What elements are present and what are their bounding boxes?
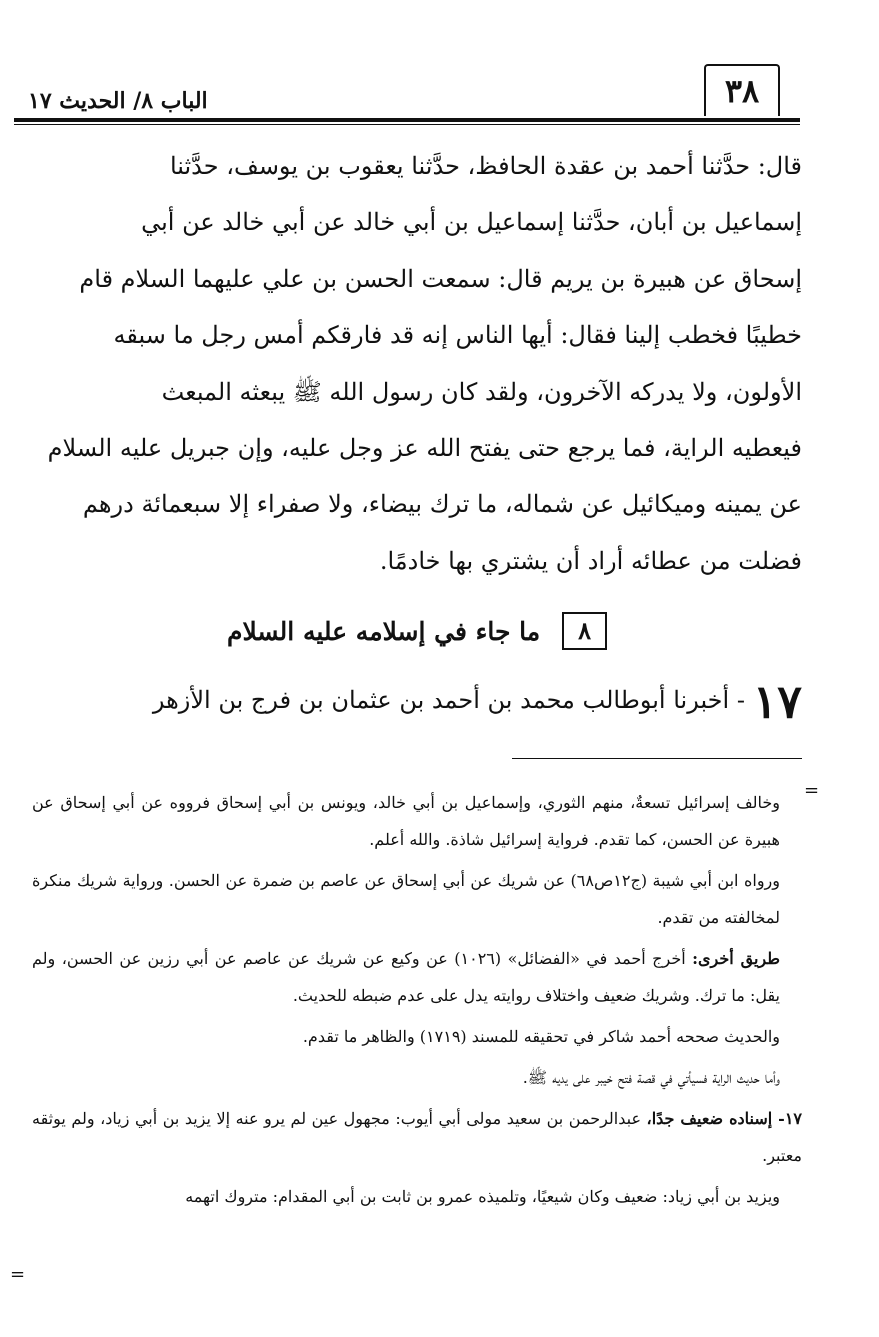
header-rule-thin <box>14 124 800 125</box>
running-head: الباب ٨/ الحديث ١٧ <box>28 88 208 114</box>
header-rule <box>14 118 800 122</box>
footnote-text: أخرج أحمد في «الفضائل» (١٠٢٦) عن وكيع عن شريك عن عاصم عن أبي رزين عن الحسن، ولم يقل: ما ترك. وشريك ضعيف واختلاف روايته يدل على عدم ضبطه للحديث. <box>32 949 780 1005</box>
footnote-text: ورواه ابن أبي شيبة (ج١٢ص٦٨) عن شريك عن أبي إسحاق عن عاصم بن ضمرة عن الحسن. ورواية شريك منكرة لمخالفته من تقدم. <box>32 871 780 927</box>
footnotes <box>32 784 802 1219</box>
footnote-paragraph <box>32 1178 802 1215</box>
section-title: ما جاء في إسلامه عليه السلام <box>226 616 541 646</box>
hadith-number: ١٧ <box>752 674 802 729</box>
text-line: إسماعيل بن أبان، حدَّثنا إسماعيل بن أبي خالد عن أبي خالد عن أبي <box>141 208 802 237</box>
text-line: فضلت من عطائه أراد أن يشتري بها خادمًا. <box>379 546 802 575</box>
footnote-text: والحديث صححه أحمد شاكر في تحقيقه للمسند (١٧١٩) والظاهر ما تقدم. <box>302 1027 780 1046</box>
footnote-paragraph <box>32 1100 802 1174</box>
footnote-lead: ١٧- إسناده ضعيف جدًا، <box>646 1109 802 1128</box>
footnote-lead: طريق أخرى: <box>692 949 780 968</box>
text-line: الأولون، ولا يدركه الآخرون، ولقد كان رسول الله ﷺ يبعثه المبعث <box>161 377 802 406</box>
text-line: فيعطيه الراية، فما يرجع حتى يفتح الله عز وجل عليه، وإن جبريل عليه السلام <box>47 434 802 463</box>
page-header <box>14 56 800 126</box>
text-line: قال: حدَّثنا أحمد بن عقدة الحافظ، حدَّثنا يعقوب بن يوسف، حدَّثنا <box>169 152 802 180</box>
footnote-text: عبدالرحمن بن سعيد مولى أبي أيوب: مجهول عين لم يرو عنه إلا يزيد بن أبي زياد، ولم يوثقه معتبر. <box>32 1109 802 1165</box>
text-line: عن يمينه وميكائيل عن شماله، ما ترك بيضاء، ولا صفراء إلا سبعمائة درهم <box>82 490 802 519</box>
footnote-text: وخالف إسرائيل تسعةٌ، منهم الثوري، وإسماعيل بن أبي خالد، ويونس بن أبي إسحاق فرووه عن أبي إسحاق عن هبيرة عن الحسن، كما تقدم. فرواية إسرائيل شاذة. والله أعلم. <box>32 793 781 849</box>
text-line: إسحاق عن هبيرة بن يريم قال: سمعت الحسن بن علي عليهما السلام قام <box>79 264 802 293</box>
footnote-paragraph <box>32 862 802 936</box>
text-line: خطيبًا فخطب إلينا فقال: أيها الناس إنه قد فارقكم أمس رجل ما سبقه <box>113 321 802 350</box>
hadith-opening <box>32 674 802 729</box>
page-number: ٣٨ <box>704 64 780 116</box>
footnote-continuation-mark: = <box>804 780 820 801</box>
footnote-text: وأما حديث الراية فسيأتي في قصة فتح خيبر على يديه ﷺ. <box>522 1068 780 1087</box>
footnote-paragraph <box>32 784 802 858</box>
footnote-paragraph <box>32 1059 802 1096</box>
footnote-paragraph <box>32 1018 802 1055</box>
footnote-separator <box>512 758 802 759</box>
main-text <box>32 138 802 589</box>
section-heading <box>32 612 802 650</box>
footnote-paragraph <box>32 940 802 1014</box>
footnote-end-mark: = <box>10 1264 26 1285</box>
hadith-text: - أخبرنا أبوطالب محمد بن أحمد بن عثمان بن فرج بن الأزهر <box>152 686 745 714</box>
section-number-box: ٨ <box>562 612 607 650</box>
footnote-text: ويزيد بن أبي زياد: ضعيف وكان شيعيًا، وتلميذه عمرو بن ثابت بن أبي المقدام: متروك اتهمه <box>185 1187 780 1206</box>
